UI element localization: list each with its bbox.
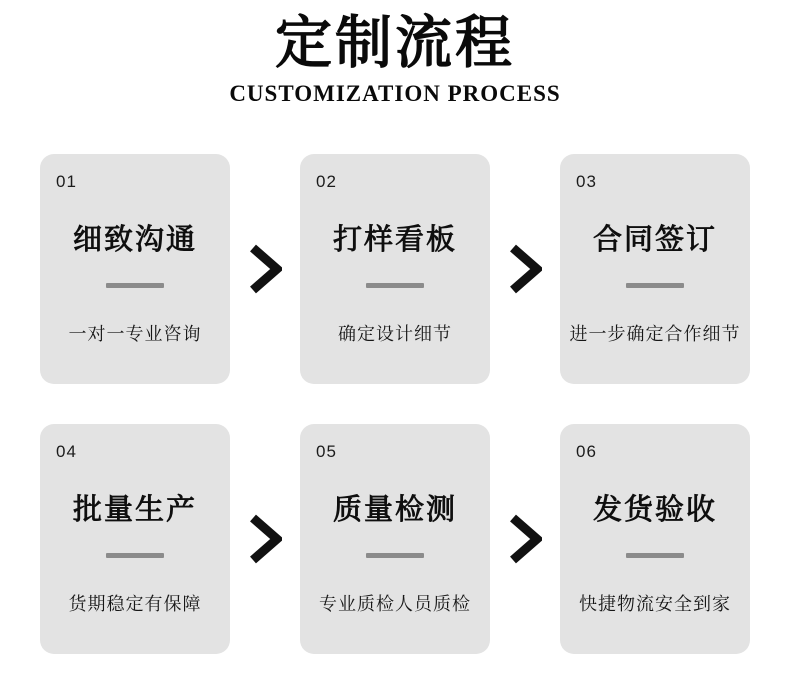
step-title: 合同签订 xyxy=(592,223,717,256)
step-description: 专业质检人员质检 xyxy=(319,593,471,614)
chevron-right-icon xyxy=(508,244,542,294)
divider xyxy=(106,553,164,558)
divider xyxy=(626,283,684,288)
divider xyxy=(366,553,424,558)
chevron-right-icon xyxy=(248,244,282,294)
arrow-gap xyxy=(230,514,300,564)
step-title: 细致沟通 xyxy=(72,223,197,256)
process-row-2 xyxy=(40,424,750,654)
step-number: 04 xyxy=(56,441,77,461)
process-row-1 xyxy=(40,154,750,384)
step-number: 01 xyxy=(56,171,77,191)
step-card-2 xyxy=(300,154,490,384)
step-title: 发货验收 xyxy=(592,493,717,526)
step-card-4 xyxy=(40,424,230,654)
step-title: 批量生产 xyxy=(72,493,197,526)
page-title: 定制流程 xyxy=(275,12,515,75)
step-number: 05 xyxy=(316,441,337,461)
step-title: 打样看板 xyxy=(332,223,457,256)
arrow-gap xyxy=(490,514,560,564)
step-number: 06 xyxy=(576,441,597,461)
step-card-5 xyxy=(300,424,490,654)
step-title: 质量检测 xyxy=(332,493,457,526)
divider xyxy=(106,283,164,288)
step-description: 快捷物流安全到家 xyxy=(579,593,731,614)
step-number: 03 xyxy=(576,171,597,191)
arrow-gap xyxy=(230,244,300,294)
chevron-right-icon xyxy=(248,514,282,564)
page-subtitle: CUSTOMIZATION PROCESS xyxy=(229,81,561,107)
step-card-3 xyxy=(560,154,750,384)
arrow-gap xyxy=(490,244,560,294)
step-description: 进一步确定合作细节 xyxy=(569,323,741,344)
divider xyxy=(626,553,684,558)
chevron-right-icon xyxy=(508,514,542,564)
process-grid xyxy=(40,154,750,654)
step-description: 确定设计细节 xyxy=(338,323,452,344)
step-description: 一对一专业咨询 xyxy=(68,323,202,344)
step-number: 02 xyxy=(316,171,337,191)
divider xyxy=(366,283,424,288)
step-description: 货期稳定有保障 xyxy=(68,593,202,614)
page-header xyxy=(0,0,790,108)
step-card-1 xyxy=(40,154,230,384)
step-card-6 xyxy=(560,424,750,654)
